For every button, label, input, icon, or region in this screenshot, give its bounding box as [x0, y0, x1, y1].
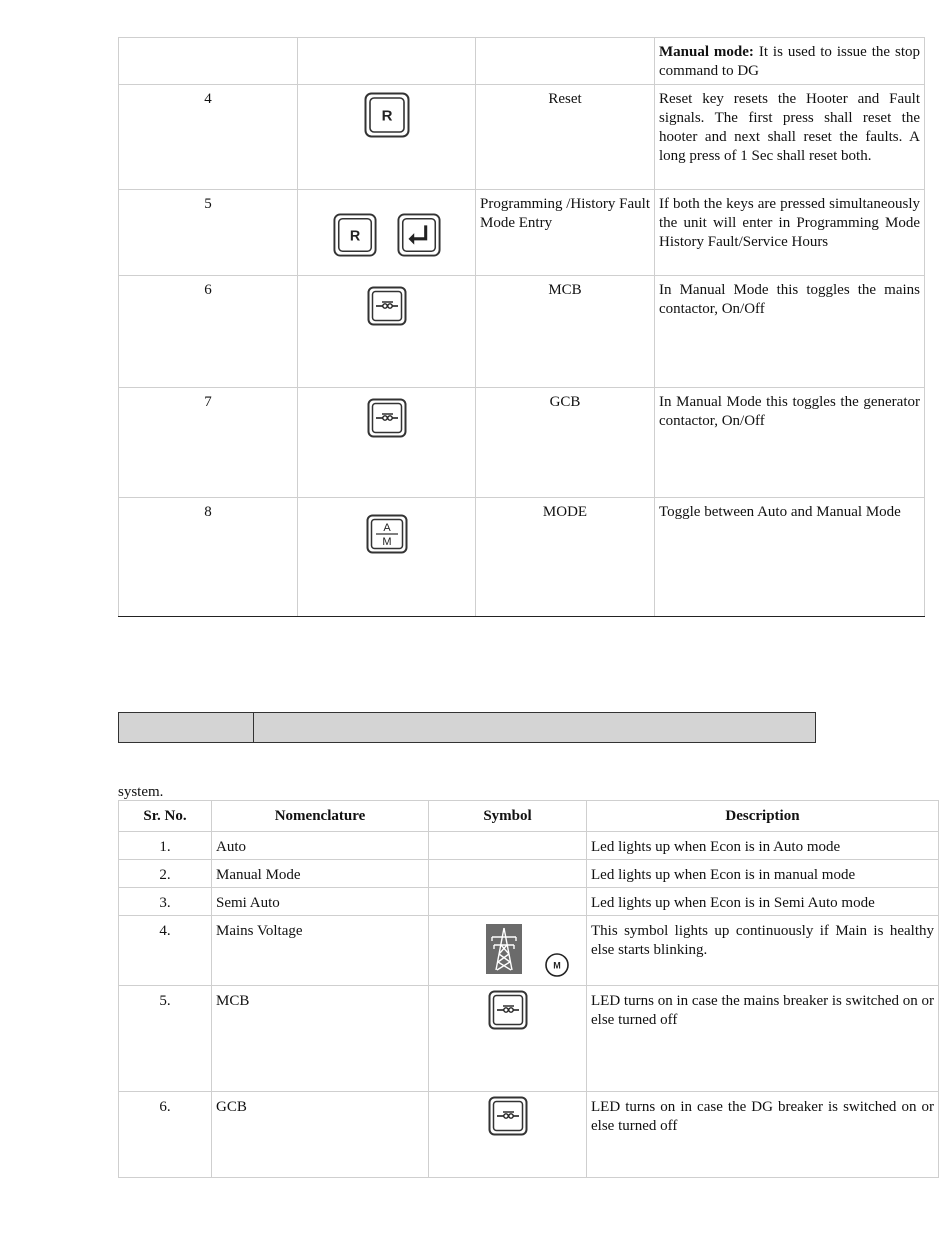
key-description: Toggle between Auto and Manual Mode — [655, 498, 925, 617]
description: LED turns on in case the mains breaker is switched on or else turned off — [587, 986, 939, 1092]
key-name: Programming /History Fault Mode Entry — [476, 190, 655, 276]
header-description: Description — [587, 801, 939, 832]
table-row — [119, 498, 925, 617]
key-symbol-cell — [298, 498, 476, 617]
breaker-key-icon — [367, 286, 407, 326]
breaker-key-icon — [488, 990, 528, 1030]
svg-text:R: R — [349, 228, 360, 245]
description-bold: Manual mode: — [659, 44, 754, 60]
table-row — [119, 1092, 939, 1178]
enter-key-icon — [397, 213, 441, 257]
row-number — [119, 38, 298, 85]
breaker-key-icon — [488, 1096, 528, 1136]
description: Led lights up when Econ is in Semi Auto mode — [587, 888, 939, 916]
header-nomenclature: Nomenclature — [212, 801, 429, 832]
svg-text:R: R — [381, 107, 392, 125]
table-row — [119, 85, 925, 190]
key-description: Reset key resets the Hooter and Fault signals. The first press shall reset the hooter and next shall reset the faults. A long press of 1 Sec shall reset both. — [655, 85, 925, 190]
table-row — [119, 190, 925, 276]
table-row — [119, 832, 939, 860]
key-description: In Manual Mode this toggles the generator contactor, On/Off — [655, 388, 925, 498]
row-number: 1. — [119, 832, 212, 860]
symbol-cell — [429, 916, 587, 986]
table-row — [119, 986, 939, 1092]
key-symbol-cell — [298, 388, 476, 498]
table-row — [119, 276, 925, 388]
svg-text:A: A — [382, 522, 391, 534]
nomenclature: Mains Voltage — [212, 916, 429, 986]
key-symbol-cell — [298, 85, 476, 190]
row-number: 3. — [119, 888, 212, 916]
nomenclature: Semi Auto — [212, 888, 429, 916]
key-description: In Manual Mode this toggles the mains contactor, On/Off — [655, 276, 925, 388]
svg-text:M: M — [381, 536, 392, 548]
led-table — [118, 800, 939, 1178]
key-name: MODE — [476, 498, 655, 617]
intro-text: system. — [118, 784, 164, 800]
nomenclature: Auto — [212, 832, 429, 860]
table-row — [119, 38, 925, 85]
pylon-icon — [486, 924, 522, 974]
key-description: If both the keys are pressed simultaneously the unit will enter in Programming Mode History Fault/Service Hours — [655, 190, 925, 276]
breaker-key-icon — [367, 398, 407, 438]
header-symbol: Symbol — [429, 801, 587, 832]
m-circle-icon — [544, 952, 570, 978]
key-symbol-cell — [298, 190, 476, 276]
section-heading-number — [119, 713, 254, 742]
header-sr-no: Sr. No. — [119, 801, 212, 832]
nomenclature: GCB — [212, 1092, 429, 1178]
description: This symbol lights up continuously if Main is healthy else starts blinking. — [587, 916, 939, 986]
key-description — [655, 38, 925, 85]
reset-key-icon — [364, 92, 410, 138]
symbol-cell — [429, 1092, 587, 1178]
mode-key-icon — [366, 514, 408, 554]
symbol-cell — [429, 832, 587, 860]
nomenclature: MCB — [212, 986, 429, 1092]
row-number: 4. — [119, 916, 212, 986]
key-name: GCB — [476, 388, 655, 498]
symbol-cell — [429, 986, 587, 1092]
description-text: It is used to issue the stop command to DG — [659, 44, 920, 79]
description: Led lights up when Econ is in Auto mode — [587, 832, 939, 860]
table-row — [119, 888, 939, 916]
key-name — [476, 38, 655, 85]
row-number: 5. — [119, 986, 212, 1092]
key-name: MCB — [476, 276, 655, 388]
symbol-cell — [429, 860, 587, 888]
table-row — [119, 388, 925, 498]
row-number: 2. — [119, 860, 212, 888]
table-row — [119, 860, 939, 888]
nomenclature: Manual Mode — [212, 860, 429, 888]
description: Led lights up when Econ is in manual mode — [587, 860, 939, 888]
svg-text:M: M — [553, 960, 561, 971]
row-number: 6 — [119, 276, 298, 388]
row-number: 5 — [119, 190, 298, 276]
section-heading-band — [118, 712, 816, 743]
table-row — [119, 916, 939, 986]
description: LED turns on in case the DG breaker is switched on or else turned off — [587, 1092, 939, 1178]
key-symbol-cell — [298, 38, 476, 85]
table-header-row — [119, 801, 939, 832]
row-number: 4 — [119, 85, 298, 190]
key-symbol-cell — [298, 276, 476, 388]
reset-key-icon — [333, 213, 377, 257]
row-number: 7 — [119, 388, 298, 498]
key-name: Reset — [476, 85, 655, 190]
row-number: 8 — [119, 498, 298, 617]
symbol-cell — [429, 888, 587, 916]
keys-table — [118, 37, 925, 617]
row-number: 6. — [119, 1092, 212, 1178]
